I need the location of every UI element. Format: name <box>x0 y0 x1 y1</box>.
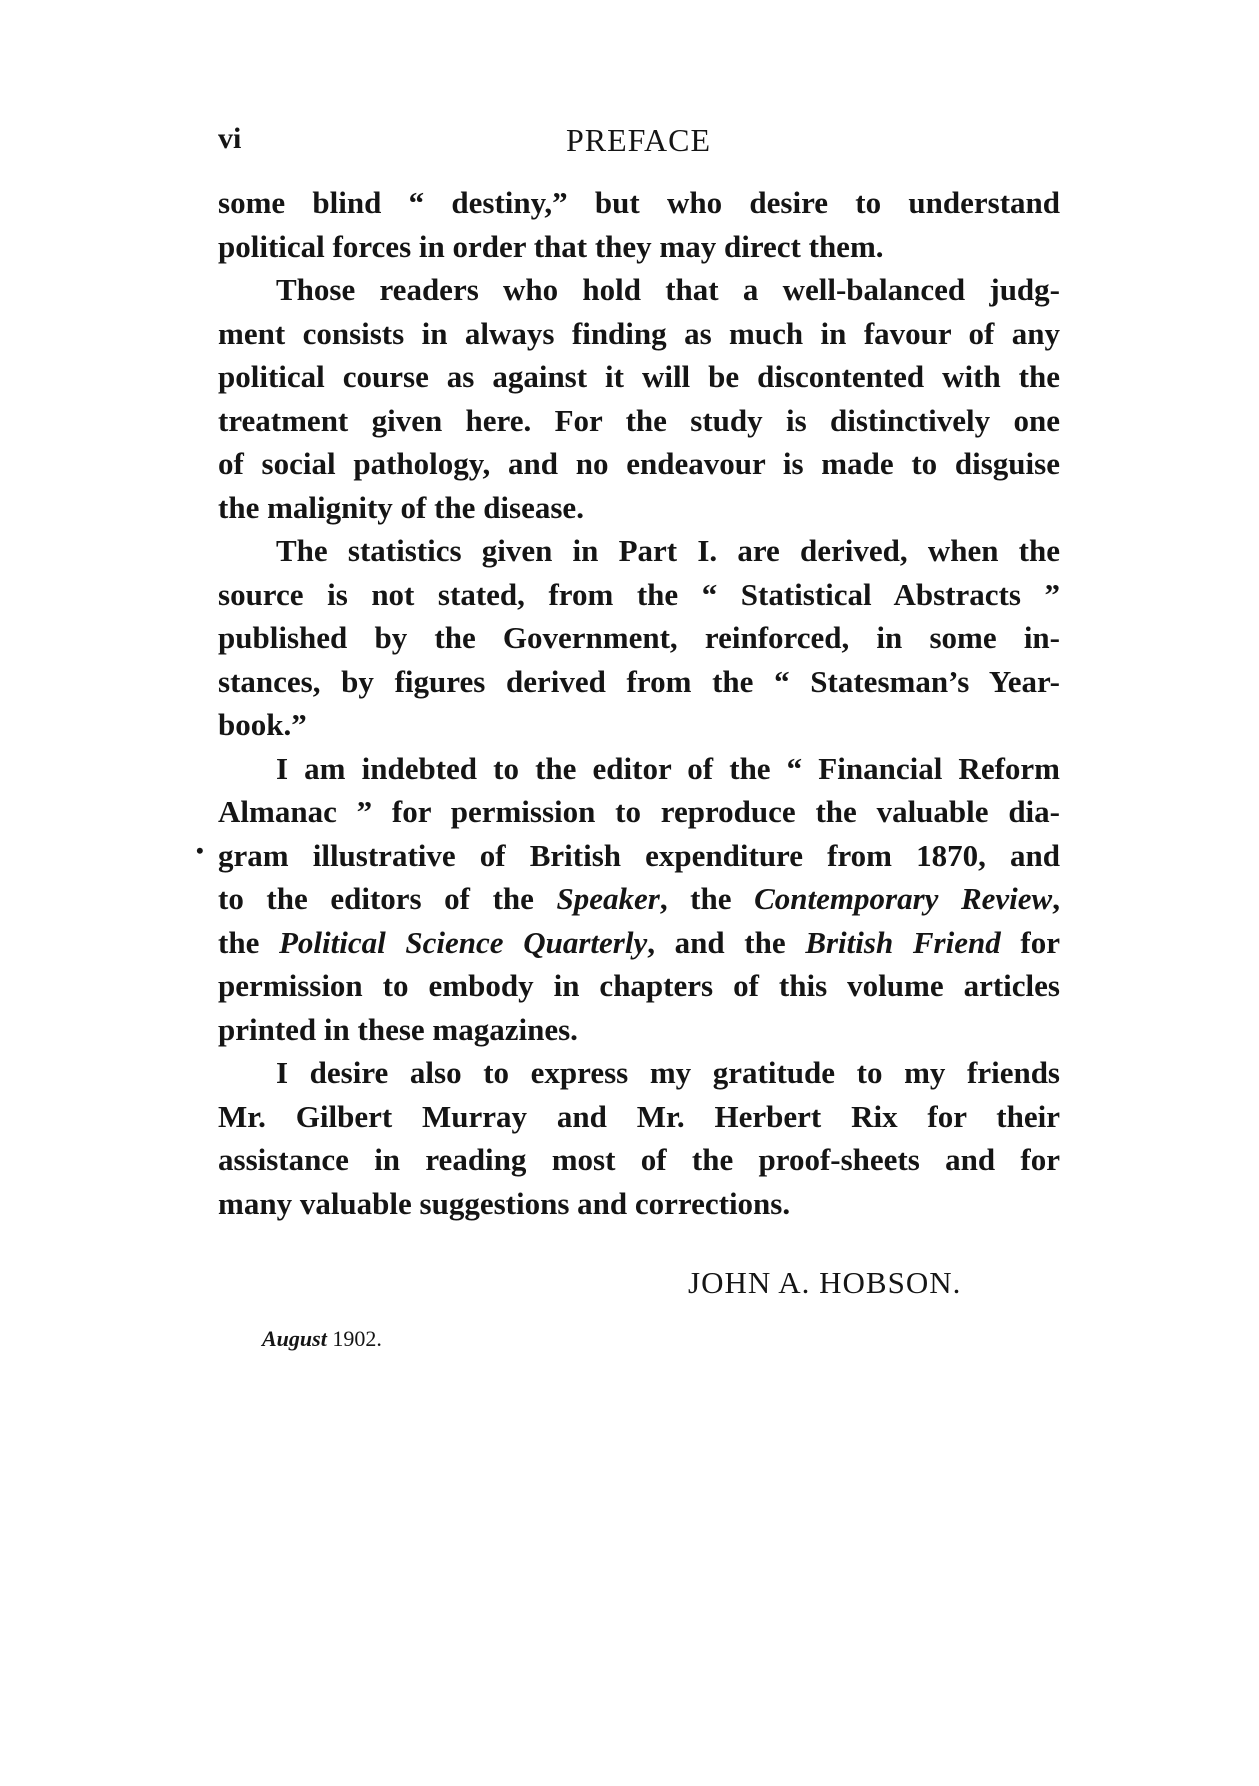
author-signature: JOHN A. HOBSON. <box>688 1265 962 1300</box>
text-line: political forces in order that they may direct them. <box>218 228 884 264</box>
periodical-title-speaker: Speaker <box>556 881 660 916</box>
date-month: August <box>262 1326 327 1351</box>
text-line: treatment given here. For the study is distinctively one <box>218 402 1060 438</box>
periodical-title-political-science-quarterly: Political Science Quarterly <box>279 924 648 960</box>
text-line: gram illustrative of British expenditure from 1870, and <box>218 837 1060 873</box>
text-line: the malignity of the disease. <box>218 489 584 525</box>
text-line: some blind “ destiny,” but who desire to understand <box>218 185 1060 220</box>
running-title: PREFACE <box>565 122 712 158</box>
text-span: the <box>218 924 279 960</box>
text-line: of social pathology, and no endeavour is made to disguise <box>218 446 1060 481</box>
text-line <box>218 921 1060 965</box>
text-line: ment consists in always finding as much in favour of any <box>218 315 1060 351</box>
periodical-title-contemporary-review: Contemporary Review <box>754 881 1053 916</box>
text-line: political course as against it will be discontented with the <box>218 359 1060 394</box>
text-line: source is not stated, from the “ Statistical Abstracts ” <box>218 576 1060 612</box>
text-line: stances, by figures derived from the “ Statesman’s Year- <box>218 663 1060 699</box>
text-span: to the editors of the <box>218 881 557 916</box>
page-header <box>218 122 1059 162</box>
text-line: many valuable suggestions and corrections. <box>218 1185 791 1221</box>
dateline <box>262 1326 382 1352</box>
text-line: permission to embody in chapters of this volume articles <box>218 968 1060 1003</box>
text-line: Those readers who hold that a well-balanced judg- <box>276 272 1060 307</box>
text-line: I am indebted to the editor of the “ Financial Reform <box>276 750 1060 786</box>
preface-text <box>218 181 1060 1225</box>
date-year: 1902. <box>332 1326 382 1351</box>
text-line: published by the Government, reinforced, in some in- <box>218 620 1060 655</box>
text-line: The statistics given in Part I. are derived, when the <box>276 533 1060 568</box>
page-number: vi <box>218 122 242 155</box>
text-line: Almanac ” for permission to reproduce the valuable dia- <box>218 794 1060 829</box>
text-line <box>218 877 1060 921</box>
text-line: assistance in reading most of the proof-sheets and for <box>218 1142 1060 1177</box>
text-line: book.” <box>218 707 307 742</box>
text-span: , <box>1052 881 1060 916</box>
text-span: , and the <box>647 924 806 960</box>
text-line: I desire also to express my gratitude to my friends <box>276 1055 1060 1090</box>
text-line: printed in these magazines. <box>218 1011 578 1047</box>
text-span: , the <box>659 881 755 916</box>
periodical-title-british-friend: British Friend <box>805 924 1001 960</box>
margin-mark: • <box>196 838 204 863</box>
text-line: Mr. Gilbert Murray and Mr. Herbert Rix for their <box>218 1098 1060 1134</box>
text-span: for <box>1000 924 1060 960</box>
